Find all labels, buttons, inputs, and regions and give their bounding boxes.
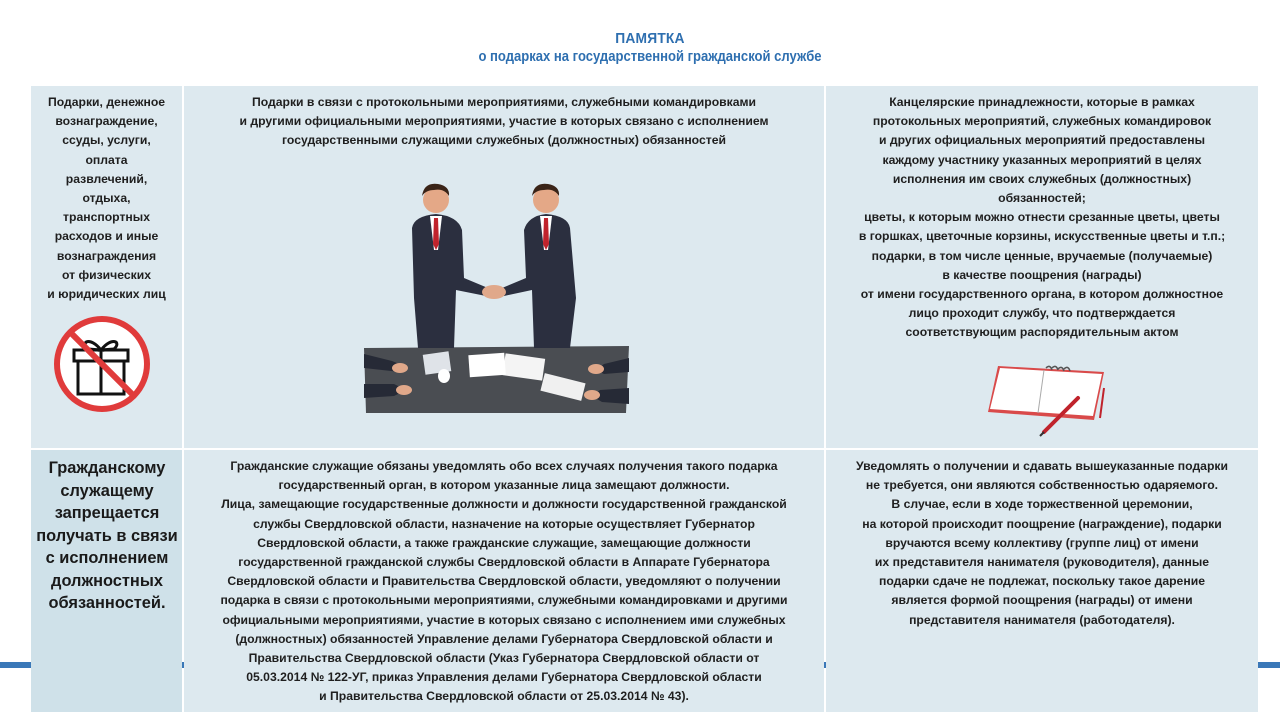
page-subtitle: о подарках на государственной гражданской службе (478, 49, 822, 65)
cell-gifts-list (31, 86, 182, 448)
handshake-illustration (364, 178, 634, 413)
page-title: ПАМЯТКА (615, 30, 685, 47)
cell-no-notification (826, 450, 1258, 712)
protocol-gifts-text: Подарки в связи с протокольными мероприятиями, служебными командировками и другими официальными мероприятиями, участие в которых связано с исполнением государственными служащими служебных (должностных) обязанностей (239, 95, 769, 148)
notebook-pen-illustration (986, 358, 1111, 440)
no-gift-icon (50, 312, 154, 416)
cell-protocol-gifts (184, 86, 824, 448)
notification-rules-text: Гражданские служащие обязаны уведомлять обо всех случаях получения такого подарка государственный орган, в котором указанные лица замещают должности. Лица, замещающие государственные должности и должности государственной гражданской службы Свердловской области, назначение на которые осуществляет Губернатор Свердловской области, а также гражданские служащие, замещающие должности государственной гражданской службы Свердловской области в Аппарате Губернатора Свердловской области и Правительства Свердловской области, уведомляют о получении подарка в связи с протокольными мероприятиями, служебными командировками и другими официальными мероприятиями, участие в которых связано с исполнением ими служебных (должностных) обязанностей Управление делами Губернатора Свердловской области и Правительства Свердловской области (Указ Губернатора Свердловской области от 05.03.2014 № 122-УГ, приказ Управления делами Губернатора Свердловской области и Правительства Свердловской области от 25.03.2014 № 43). (220, 459, 788, 704)
gifts-list-text: Подарки, денежное вознаграждение, ссуды, услуги, оплата развлечений, отдыха, транспортных расходов и иные вознаграждения от физических и юридических лиц (47, 95, 166, 302)
cell-exceptions (826, 86, 1258, 448)
memo-table (31, 86, 1258, 712)
page-header (0, 30, 1280, 66)
prohibited-text: Гражданскому служащему запрещается получать в связи с исполнением должностных обязанностей. (36, 459, 178, 612)
no-notification-text: Уведомлять о получении и сдавать вышеуказанные подарки не требуется, они являются собственностью одаряемого. В случае, если в ходе торжественной церемонии, на которой происходит поощрение (награждение), подарки вручаются всему коллективу (группе лиц) от имени их представителя нанимателя (руководителя), данные подарки сдаче не подлежат, поскольку такое дарение является формой поощрения (награды) от имени представителя нанимателя (работодателя). (855, 459, 1228, 627)
cell-prohibited (31, 450, 182, 712)
exceptions-text: Канцелярские принадлежности, которые в рамках протокольных мероприятий, служебных командировок и других официальных мероприятий предоставлены каждому участнику указанных мероприятий в целях исполнения им своих служебных (должностных) обязанностей; цветы, к которым можно отнести срезанные цветы, цветы в горшках, цветочные корзины, искусственные цветы и т.п.; подарки, в том числе ценные, вручаемые (получаемые) в качестве поощрения (награды) от имени государственного органа, в котором должностное лицо проходит службу, что подтверждается соответствующим распорядительным актом (858, 95, 1226, 340)
cell-notification-rules (184, 450, 824, 712)
